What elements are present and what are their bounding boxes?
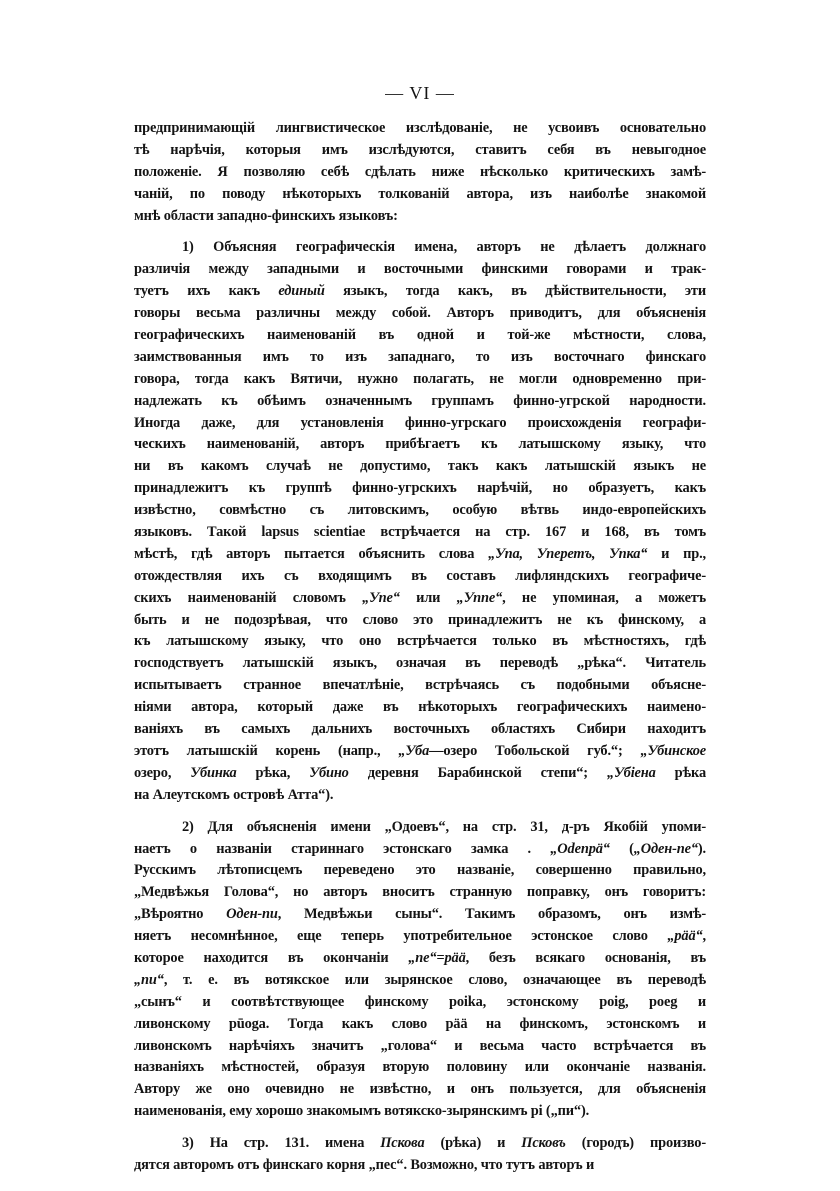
text-line: тѣ нарѣчія, которыя имъ изслѣдуются, ставитъ себя въ невыгодное	[134, 141, 706, 158]
text-line: надлежать къ обѣимъ означеннымъ группамъ финно-угрской народности.	[134, 392, 706, 409]
text-line: на Алеутскомъ островѣ Атта“).	[134, 786, 334, 803]
text-line: отождествляя ихъ съ входящимъ въ составъ лифляндскихъ географиче-	[134, 567, 706, 584]
text-line: этотъ латышскій корень (напр., „Уба—озеро Тобольской губ.“; „Убинское	[134, 742, 706, 759]
text-line: 2) Для объясненія имени „Одоевъ“, на стр. 31, д-ръ Якобій упоми-	[182, 818, 706, 835]
text-line: языковъ. Такой lapsus scientiae встрѣчается на стр. 167 и 168, въ томъ	[134, 524, 706, 541]
text-line: господствуетъ латышскій языкъ, означая въ переводѣ „рѣка“. Читатель	[134, 655, 706, 672]
text-line: ливонскому pūoga. Тогда какъ слово pää на финскомъ, эстонскомъ и	[134, 1015, 706, 1032]
text-line: различія между западными и восточными финскими говорами и трак-	[134, 261, 706, 278]
text-line: Иногда даже, для установленія финно-угрскаго происхожденія географи-	[134, 414, 706, 431]
text-line: дятся авторомъ отъ финскаго корня „пес“. Возможно, что тутъ авторъ и	[134, 1156, 595, 1173]
text-line: „Медвѣжья Голова“, но авторъ вноситъ странную поправку, онъ говоритъ:	[134, 884, 706, 901]
paragraph-p1	[134, 237, 706, 806]
text-line: говора, тогда какъ Вятичи, нужно полагать, не могли одновременно при-	[134, 370, 706, 387]
text-line: мѣстѣ, гдѣ авторъ пытается объяснить слова „Упа, Уперетъ, Упка“ и пр.,	[134, 545, 707, 562]
text-line: ніями автора, который даже въ нѣкоторыхъ географическихъ наимено-	[134, 699, 706, 716]
text-line: извѣстно, совмѣстно съ литовскимъ, особую вѣтвь индо-европейскихъ	[134, 502, 706, 519]
text-line: Автору же оно очевидно не извѣстно, и онъ пользуется, для объясненія	[134, 1081, 706, 1098]
text-line: положеніе. Я позволяю себѣ сдѣлать ниже нѣсколько критическихъ замѣ-	[134, 163, 706, 180]
text-line: „пи“, т. е. въ вотякское или зырянское слово, означающее въ переводѣ	[134, 971, 706, 988]
text-line: ваніяхъ въ самыхъ дальнихъ восточныхъ областяхъ Сибири находитъ	[134, 721, 706, 738]
text-line: мнѣ области западно-финскихъ языковъ:	[134, 207, 398, 224]
text-line: наетъ о названіи стариннаго эстонскаго замка . „Odenpä“ („Оден-пе“).	[134, 840, 706, 857]
paragraph-p0	[134, 118, 706, 227]
text-line: озеро, Убинка рѣка, Убино деревня Барабинской степи“; „Убіена рѣка	[134, 764, 706, 781]
text-line: скихъ наименованій словомъ „Упе“ или „Уппе“, не упоминая, а можетъ	[134, 589, 707, 606]
text-line: заимствованныя имъ то изъ западнаго, то изъ восточнаго финскаго	[134, 348, 706, 365]
text-line: ческихъ наименованій, авторъ прибѣгаетъ къ латышскому языку, что	[134, 436, 706, 453]
text-line: быть и не подозрѣвая, что слово это принадлежитъ не къ финскому, а	[134, 611, 706, 628]
text-line: предпринимающій лингвистическое изслѣдованіе, не усвоивъ основательно	[134, 120, 706, 136]
text-line: Русскимъ лѣтописцемъ переведено это названіе, совершенно правильно,	[134, 862, 706, 879]
paragraph-gap	[134, 227, 706, 237]
text-line: чаній, по поводу нѣкоторыхъ толкованій автора, изъ наиболѣе знакомой	[134, 185, 706, 202]
text-line: говоры весьма различны между собой. Авторъ приводитъ, для объясненія	[134, 305, 706, 322]
text-line: принадлежитъ къ группѣ финно-угрскихъ нарѣчій, но образуетъ, какъ	[134, 480, 706, 497]
paragraph-gap	[134, 1123, 706, 1133]
text-line: которое находится въ окончаніи „пе“=pää, безъ всякаго основанія, въ	[134, 949, 706, 966]
body-text	[134, 118, 706, 1177]
text-line: ливонскомъ нарѣчіяхъ значитъ „голова“ и весьма часто встрѣчается въ	[134, 1037, 706, 1054]
text-line: туетъ ихъ какъ единый языкъ, тогда какъ, въ дѣйствительности, эти	[134, 283, 706, 300]
text-line: ни въ какомъ случаѣ не допустимо, такъ какъ латышскій языкъ не	[134, 458, 706, 475]
text-line: испытываетъ странное впечатлѣніе, встрѣчаясь съ подобными объясне-	[134, 677, 706, 694]
paragraph-p2	[134, 817, 706, 1123]
text-line: 1) Объясняя географическія имена, авторъ не дѣлаетъ должнаго	[182, 239, 706, 256]
text-line: „сынъ“ и соотвѣтствующее финскому poika, эстонскому poig, poeg и	[134, 993, 706, 1010]
text-line: 3) На стр. 131. имена Псковa (рѣка) и Псковъ (городъ) произво-	[182, 1135, 706, 1152]
paragraph-gap	[134, 807, 706, 817]
text-line: наименованія, ему хорошо знакомымъ вотякско-зырянскимъ pi („пи“).	[134, 1103, 590, 1120]
text-line: няетъ несомнѣнное, еще теперь употребительное эстонское слово „pää“,	[134, 928, 706, 945]
text-line: географическихъ наименованій въ одной и той-же мѣстности, слова,	[134, 327, 706, 344]
text-line: „Вѣроятно Оден-пи, Медвѣжьи сыны“. Такимъ образомъ, онъ измѣ-	[134, 906, 706, 923]
text-line: къ латышскому языку, что оно встрѣчается только въ мѣстностяхъ, гдѣ	[134, 633, 706, 650]
page-number: — VI —	[385, 83, 455, 103]
paragraph-p3	[134, 1133, 706, 1177]
text-line: названіяхъ мѣстностей, образуя вторую половину или окончаніе названія.	[134, 1059, 706, 1076]
